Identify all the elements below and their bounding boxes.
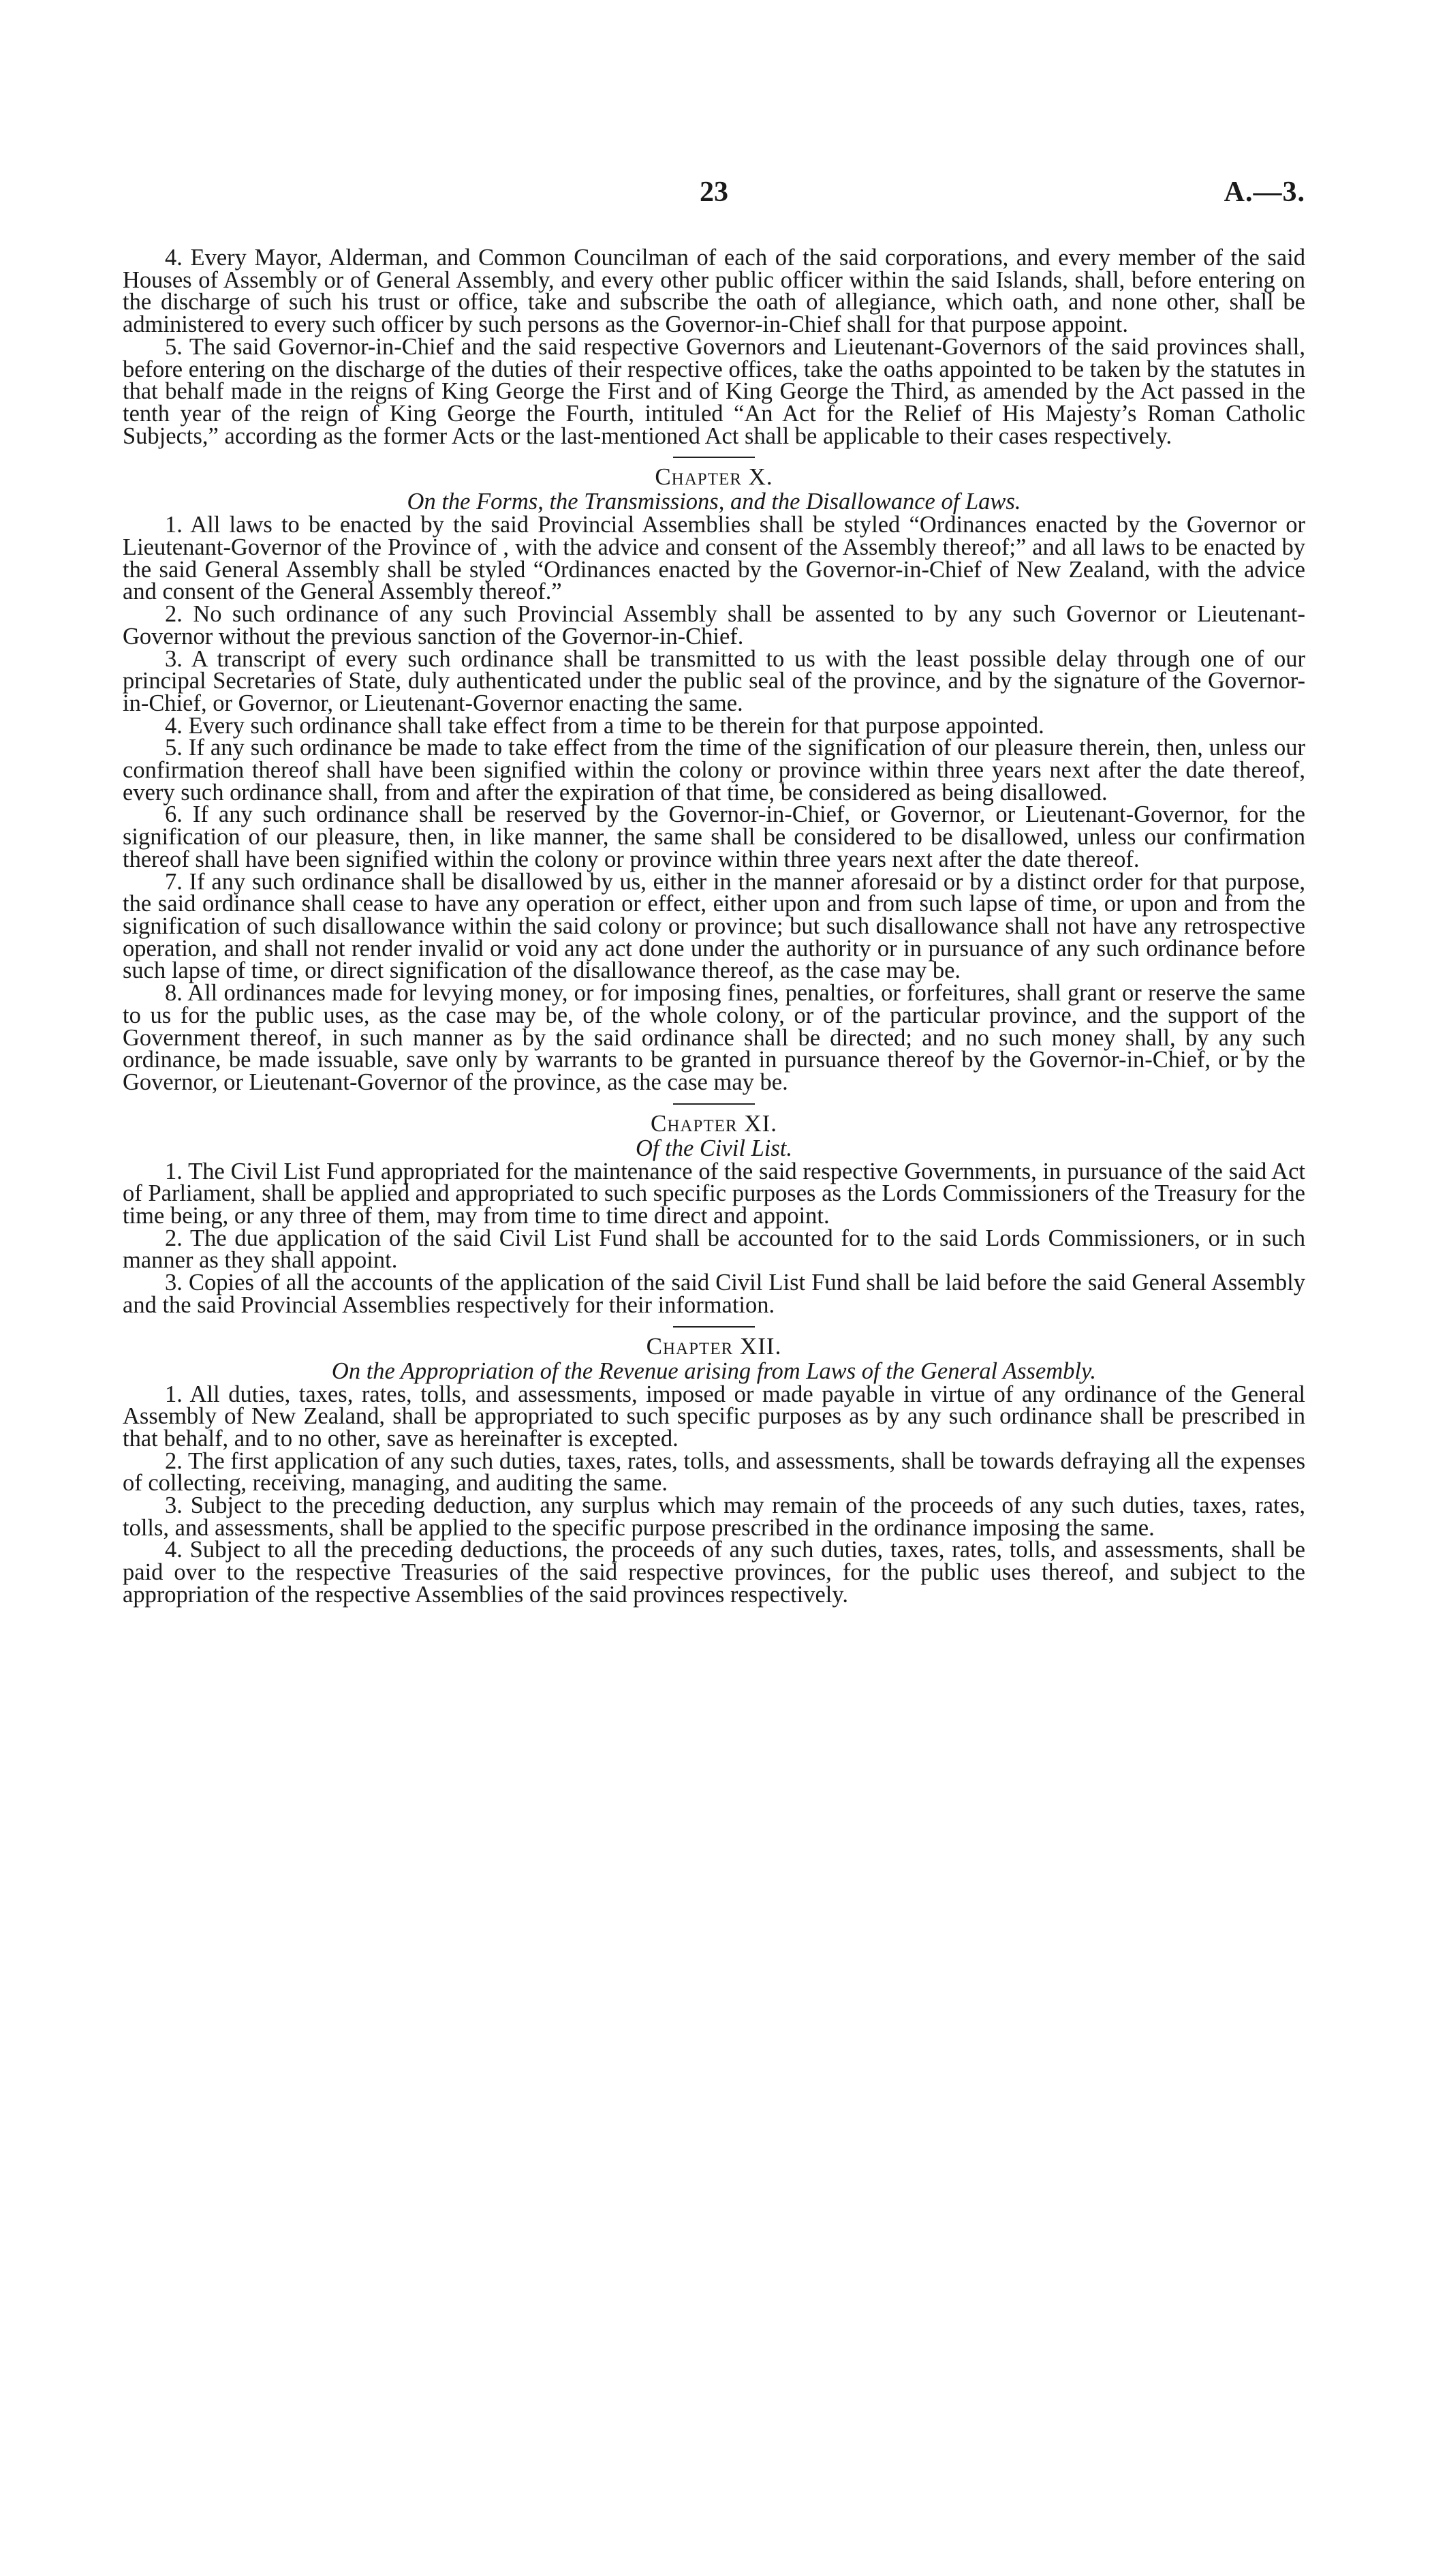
section-divider [673, 1326, 755, 1328]
chapter-subtitle: On the Appropriation of the Revenue arising from Laws of the General Assembly. [331, 1358, 1097, 1384]
chapter-x-paragraph-1: 1. All laws to be enacted by the said Provincial Assemblies shall be styled “Ordinances enacted by the Governor or Lieutenant-Governor of the Province of , with the advice and consent of the Assembly thereof;” and all laws to be enacted by the said General Assembly shall be styled “Ordinances enacted by the Governor-in-Chief of New Zealand, with the advice and consent of the General Assembly thereof.” [123, 512, 1305, 605]
chapter-subtitle: Of the Civil List. [635, 1135, 792, 1161]
chapter-x-paragraph-2: 2. No such ordinance of any such Provincial Assembly shall be assented to by any such Governor or Lieutenant-Governor without the previous sanction of the Governor-in-Chief. [123, 601, 1305, 649]
chapter-x-paragraph-7: 7. If any such ordinance shall be disallowed by us, either in the manner aforesaid or by a distinct order for that purpose, the said ordinance shall cease to have any operation or effect, either upon and from such lapse of time, or upon and from the signification of such disallowance within the said colony or province; but such disallowance shall not have any retrospective operation, and shall not render invalid or void any act done under the authority or in pursuance of any such ordinance before such lapse of time, or direct signification of the disallowance thereof, as the case may be. [123, 868, 1305, 984]
section-divider [673, 457, 755, 458]
chapter-x-paragraph-8: 8. All ordinances made for levying money, or for imposing fines, penalties, or forfeitures, shall grant or reserve the same to us for the public uses, as the case may be, of the whole colony, or of the particular province, and the support of the Government thereof, in such manner as by the said ordinance shall be directed; and no such money shall, by any such ordinance, be made issuable, save only by warrants to be granted in pursuance thereof by the Governor-in-Chief, or by the Governor, or Lieutenant-Governor of the province, as the case may be. [123, 980, 1305, 1095]
section-divider [673, 1103, 755, 1105]
paragraph-intro-5: 5. The said Governor-in-Chief and the said respective Governors and Lieutenant-Governors of the said provinces shall, before entering on the discharge of the duties of their respective offices, take the oaths appointed to be taken by the statutes in that behalf made in the reigns of King George the First and of King George the Third, as amended by the Act passed in the tenth year of the reign of King George the Fourth, intituled “An Act for the Relief of His Majesty’s Roman Catholic Subjects,” according as the former Acts or the last-mentioned Act shall be applicable to their cases respectively. [123, 333, 1305, 449]
chapter-x-heading [123, 457, 1305, 514]
chapter-x-paragraph-6: 6. If any such ordinance shall be reserved by the Governor-in-Chief, or Governor, or Lieutenant-Governor, for the signification of our pleasure, then, in like manner, the same shall be considered to be disallowed, unless our confirmation thereof shall have been signified within the colony or province within three years next after the date thereof. [123, 801, 1305, 872]
chapter-xi-paragraph-1: 1. The Civil List Fund appropriated for the maintenance of the said respective Governments, in pursuance of the said Act of Parliament, shall be applied and appropriated to such specific purposes as the Lords Commissioners of the Treasury for the time being, or any three of them, may from time to time direct and appoint. [123, 1158, 1305, 1229]
chapter-x-paragraph-4: 4. Every such ordinance shall take effect from a time to be therein for that purpose appointed. [165, 712, 1044, 739]
chapter-xii-paragraph-3: 3. Subject to the preceding deduction, any surplus which may remain of the proceeds of any such duties, taxes, rates, tolls, and assessments, shall be applied to the specific purpose prescribed in the ordinance imposing the same. [123, 1492, 1305, 1541]
paragraph-intro-4: 4. Every Mayor, Alderman, and Common Councilman of each of the said corporations, and every member of the said Houses of Assembly or of General Assembly, and every other public officer within the said Islands, shall, before entering on the discharge of such his trust or office, take and subscribe the oath of allegiance, which oath, and none other, shall be administered to every such officer by such persons as the Governor-in-Chief shall for that purpose appoint. [123, 245, 1305, 338]
document-body [123, 247, 1305, 1606]
page-header [123, 176, 1305, 217]
document-reference: A.—3. [1224, 177, 1305, 208]
chapter-xi-paragraph-3: 3. Copies of all the accounts of the application of the said Civil List Fund shall be laid before the said General Assembly and the said Provincial Assemblies respectively for their information. [123, 1270, 1305, 1318]
chapter-x-paragraph-5: 5. If any such ordinance be made to take effect from the time of the signification of our pleasure therein, then, unless our confirmation thereof shall have been signified within the colony or province within three years next after the date thereof, every such ordinance shall, from and after the expiration of that time, be considered as being disallowed. [123, 735, 1305, 806]
chapter-xii-heading [123, 1326, 1305, 1383]
chapter-xii-paragraph-2: 2. The first application of any such duties, taxes, rates, tolls, and assessments, shall be towards defraying all the expenses of collecting, receiving, managing, and auditing the same. [123, 1447, 1305, 1497]
chapter-xii-paragraph-1: 1. All duties, taxes, rates, tolls, and assessments, imposed or made payable in virtue of any ordinance of the General Assembly of New Zealand, shall be appropriated to such specific purposes as by any such ordinance shall be prescribed in that behalf, and to no other, save as hereinafter is excepted. [123, 1381, 1305, 1452]
chapter-x-paragraph-3: 3. A transcript of every such ordinance shall be transmitted to us with the least possible delay through one of our principal Secretaries of State, duly authenticated under the public seal of the province, and by the signature of the Governor-in-Chief, or Governor, or Lieutenant-Governor enacting the same. [123, 645, 1305, 716]
chapter-subtitle: On the Forms, the Transmissions, and the Disallowance of Laws. [407, 489, 1021, 515]
chapter-title: Chapter XI. [650, 1109, 777, 1137]
chapter-title: Chapter X. [655, 463, 773, 491]
chapter-title: Chapter XII. [646, 1332, 782, 1360]
chapter-xi-paragraph-2: 2. The due application of the said Civil List Fund shall be accounted for to the said Lords Commissioners, or in such manner as they shall appoint. [123, 1225, 1305, 1274]
page-number: 23 [700, 177, 728, 208]
chapter-xi-heading [123, 1103, 1305, 1161]
chapter-xii-paragraph-4: 4. Subject to all the preceding deductions, the proceeds of any such duties, taxes, rates, tolls, and assessments, shall be paid over to the respective Treasuries of the said respective provinces, for the public uses thereof, and subject to the appropriation of the respective Assemblies of the said provinces respectively. [123, 1537, 1305, 1608]
